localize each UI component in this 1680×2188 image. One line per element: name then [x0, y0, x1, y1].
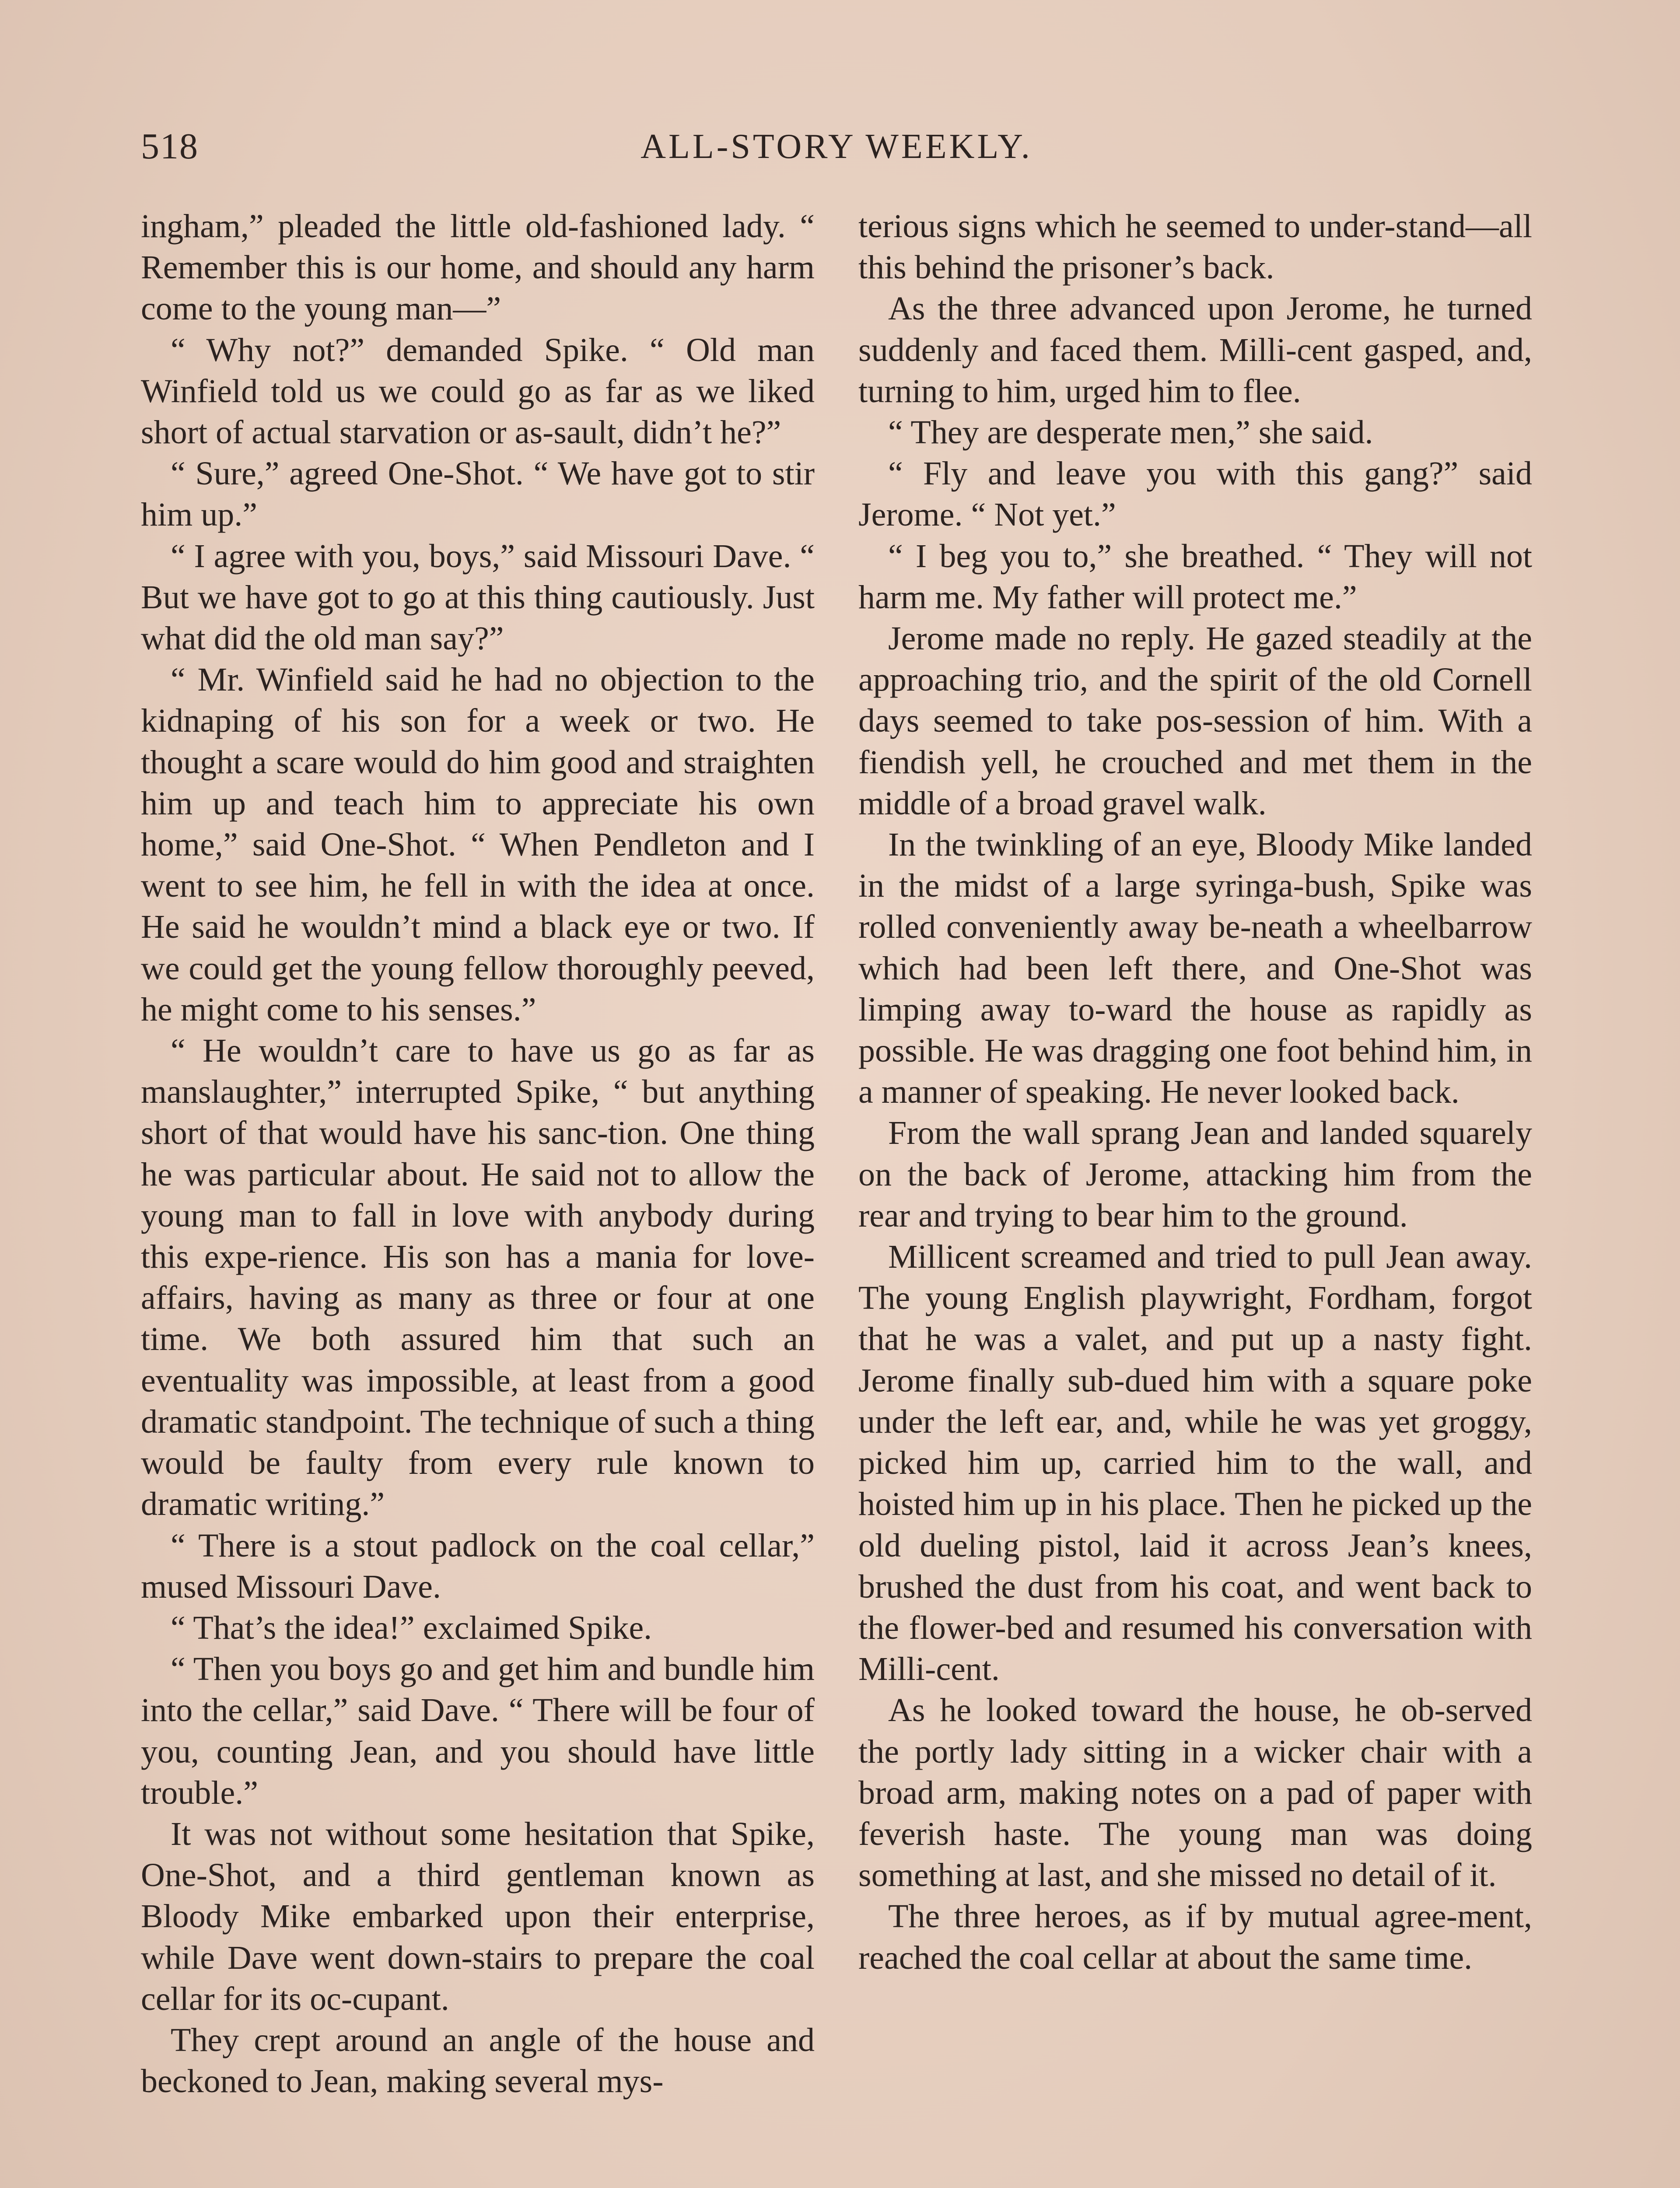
- paragraph: “ There is a stout padlock on the coal cellar,” mused Missouri Dave.: [141, 1527, 815, 1605]
- paragraph: The three heroes, as if by mutual agree-ment, reached the coal cellar at about the same time.: [858, 1898, 1532, 1976]
- paragraph: “ Why not?” demanded Spike. “ Old man Winfield told us we could go as far as we liked short of actual starvation or as-sault, didn’t he?”: [141, 331, 815, 451]
- paragraph: In the twinkling of an eye, Bloody Mike landed in the midst of a large syringa-bush, Spike was rolled conveniently away be-neath a wheelbarrow which had been left there, and One-Shot was limping away to-ward the house as rapidly as possible. He was dragging one foot behind him, in a manner of speaking. He never looked back.: [858, 826, 1532, 1111]
- paragraph: “ Mr. Winfield said he had no objection to the kidnaping of his son for a week or two. He thought a scare would do him good and straighten him up and teach him to appreciate his own home,” said One-Shot. “ When Pendleton and I went to see him, he fell in with the idea at once. He said he wouldn’t mind a black eye or two. If we could get the young fellow thoroughly peeved, he might come to his senses.”: [141, 661, 815, 1028]
- right-column: [858, 206, 1532, 1978]
- paragraph: “ I beg you to,” she breathed. “ They will not harm me. My father will protect me.”: [858, 537, 1532, 616]
- paragraph: Millicent screamed and tried to pull Jean away. The young English playwright, Fordham, forgot that he was a valet, and put up a nasty fight. Jerome finally sub-dued him with a square poke under the left ear, and, while he was yet groggy, picked him up, carried him to the wall, and hoisted him up in his place. Then he picked up the old dueling pistol, laid it across Jean’s knees, brushed the dust from his coat, and went back to the flower-bed and resumed his conversation with Milli-cent.: [858, 1238, 1532, 1688]
- paragraph: ingham,” pleaded the little old-fashioned lady. “ Remember this is our home, and should any harm come to the young man—”: [141, 208, 815, 327]
- paragraph: As he looked toward the house, he ob-served the portly lady sitting in a wicker chair with a broad arm, making notes on a pad of paper with feverish haste. The young man was doing something at last, and she missed no detail of it.: [858, 1692, 1532, 1894]
- paragraph: It was not without some hesitation that Spike, One-Shot, and a third gentleman known as Bloody Mike embarked upon their enterprise, while Dave went down-stairs to prepare the coal cellar for its oc-cupant.: [141, 1815, 815, 2017]
- paragraph: They crept around an angle of the house and beckoned to Jean, making several mys-: [141, 2021, 815, 2100]
- paragraph: “ I agree with you, boys,” said Missouri Dave. “ But we have got to go at this thing cautiously. Just what did the old man say?”: [141, 537, 815, 657]
- paragraph: “ That’s the idea!” exclaimed Spike.: [171, 1609, 652, 1646]
- paragraph: “ Then you boys go and get him and bundle him into the cellar,” said Dave. “ There will be four of you, counting Jean, and you should have little trouble.”: [141, 1651, 815, 1811]
- paragraph: terious signs which he seemed to under-stand—all this behind the prisoner’s back.: [858, 208, 1532, 286]
- paragraph: As the three advanced upon Jerome, he turned suddenly and faced them. Milli-cent gasped, and, turning to him, urged him to flee.: [858, 290, 1532, 410]
- paragraph: “ They are desperate men,” she said.: [888, 414, 1373, 451]
- left-column: [141, 206, 815, 2102]
- page-number: 518: [141, 126, 199, 167]
- paragraph: From the wall sprang Jean and landed squarely on the back of Jerome, attacking him from the rear and trying to bear him to the ground.: [858, 1115, 1532, 1234]
- paragraph: Jerome made no reply. He gazed steadily at the approaching trio, and the spirit of the old Cornell days seemed to take pos-session of him. With a fiendish yell, he crouched and met them in the middle of a broad gravel walk.: [858, 620, 1532, 822]
- paragraph: “ Sure,” agreed One-Shot. “ We have got to stir him up.”: [141, 455, 815, 533]
- paragraph: “ He wouldn’t care to have us go as far as manslaughter,” interrupted Spike, “ but anything short of that would have his sanc-tion. One thing he was particular about. He said not to allow the young man to fall in love with anybody during this expe-rience. His son has a mania for love-affairs, having as many as three or four at one time. We both assured him that such an eventuality was impossible, at least from a good dramatic standpoint. The technique of such a thing would be faulty from every rule known to dramatic writing.”: [141, 1032, 815, 1523]
- running-title: ALL-STORY WEEKLY.: [640, 127, 1032, 166]
- page-header: [141, 125, 1532, 186]
- paragraph: “ Fly and leave you with this gang?” said Jerome. “ Not yet.”: [858, 455, 1532, 533]
